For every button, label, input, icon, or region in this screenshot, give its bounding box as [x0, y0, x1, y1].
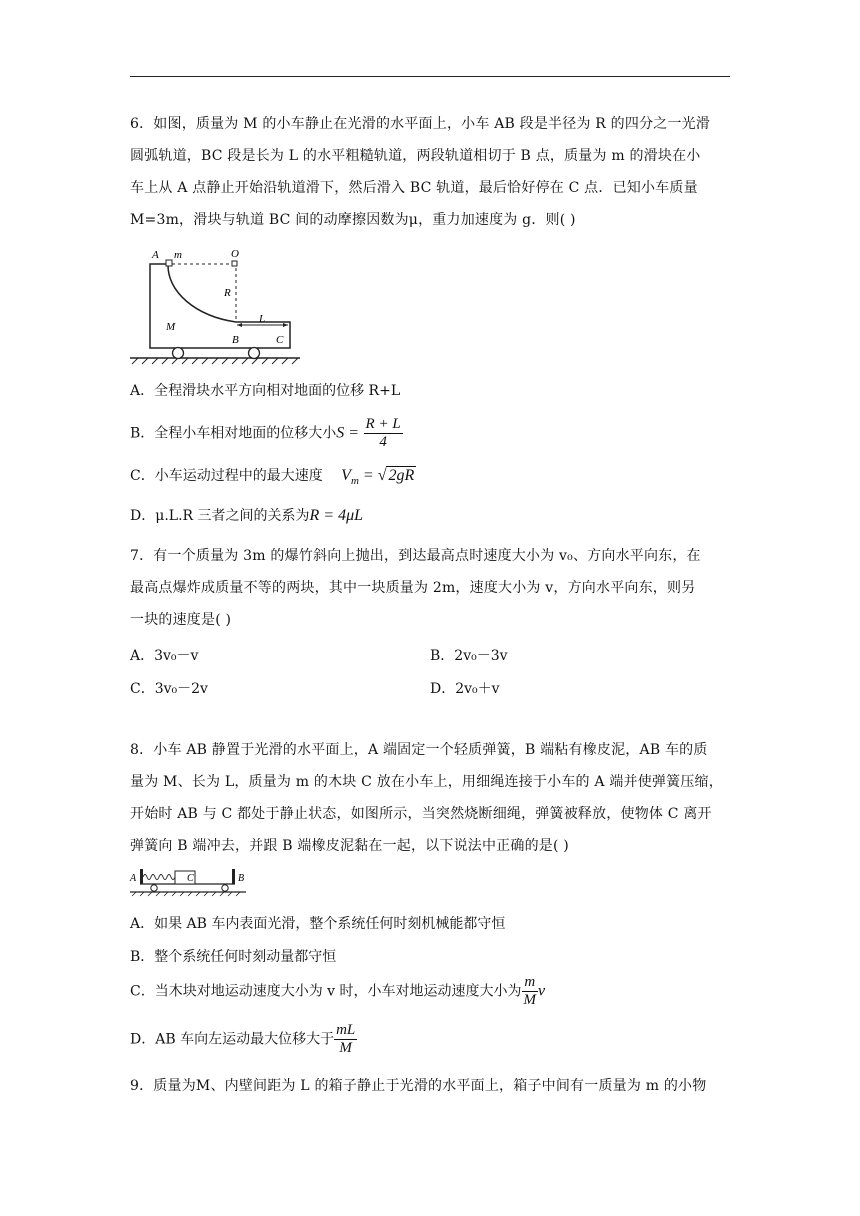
- q8-option-c: [130, 974, 545, 1009]
- q6-label-R: R: [224, 287, 231, 299]
- q7-line-3: 一块的速度是( ): [130, 612, 232, 628]
- q8-option-c-numerator: m: [522, 974, 539, 992]
- q8-cart-spring-figure: [128, 864, 248, 898]
- q8-line-3: 开始时 AB 与 C 都处于静止状态，如图所示，当突然烧断细绳，弹簧被释放，使物体 C 离开: [130, 806, 712, 822]
- q8-option-d-text: D．AB 车向左运动最大位移大于: [130, 1031, 335, 1048]
- q8-option-d-denominator: M: [339, 1040, 352, 1056]
- q6-label-L: L: [259, 313, 266, 325]
- q6-option-d-text: D．μ.L.R 三者之间的关系为: [130, 508, 310, 524]
- q8-label-A: A: [130, 873, 137, 884]
- q8-label-C: C: [187, 873, 194, 884]
- header-rule: [130, 76, 730, 77]
- q6-line-3: 车上从 A 点静止开始沿轨道滑下，然后滑入 BC 轨道，最后恰好停在 C 点．已知小车质量: [130, 180, 698, 196]
- q6-option-b-fraction: [364, 416, 403, 451]
- q6-line-2: 圆弧轨道，BC 段是长为 L 的水平粗糙轨道，两段轨道相切于 B 点，质量为 m 的滑块在小: [130, 148, 701, 164]
- q6-label-C: C: [276, 334, 284, 346]
- q6-option-d-expr: R = 4μL: [309, 507, 364, 524]
- q8-option-d: [130, 1022, 357, 1057]
- q6-option-c-sub: m: [350, 474, 359, 487]
- q6-option-c-lhs: V: [341, 467, 351, 484]
- q8-option-c-fraction: [522, 974, 539, 1009]
- q9-line-1: 9．质量为M、内壁间距为 L 的箱子静止于光滑的水平面上，箱子中间有一质量为 m 的小物: [130, 1078, 707, 1094]
- q6-label-B: B: [232, 334, 239, 346]
- q8-option-d-numerator: mL: [336, 1022, 356, 1038]
- q6-line-1: 6．如图，质量为 M 的小车静止在光滑的水平面上，小车 AB 段是半径为 R 的四分之一光滑: [130, 116, 711, 132]
- q8-line-4: 弹簧向 B 端冲去，并跟 B 端橡皮泥黏在一起，以下说法中正确的是( ): [130, 838, 569, 854]
- q7-line-2: 最高点爆炸成质量不等的两块，其中一块质量为 2m，速度大小为 v，方向水平向东，则另: [130, 580, 696, 596]
- q6-option-a: A．全程滑块水平方向相对地面的位移 R+L: [130, 383, 401, 399]
- q6-line-4: M=3m，滑块与轨道 BC 间的动摩擦因数为μ，重力加速度为 g．则( ): [130, 212, 576, 228]
- q8-option-b: B．整个系统任何时刻动量都守恒: [130, 949, 337, 965]
- q6-option-c-eq: =: [358, 467, 378, 484]
- q6-option-b-lhs: S =: [336, 424, 360, 442]
- q6-option-b-denominator: 4: [379, 434, 387, 450]
- q6-cart-figure: [128, 242, 303, 368]
- q6-option-b-numerator: R + L: [365, 416, 401, 432]
- q7-option-b: B．2v₀－3v: [430, 648, 508, 664]
- q7-line-1: 7．有一个质量为 3m 的爆竹斜向上抛出，到达最高点时速度大小为 v₀、方向水平向东，在: [130, 548, 701, 564]
- question-8-stem: [130, 734, 730, 862]
- q6-option-c: C．小车运动过程中的最大速度 $V_m$ = √ 2gR: [130, 467, 415, 487]
- q6-label-A: A: [152, 249, 159, 261]
- q6-option-c-radicand: 2gR: [388, 467, 415, 484]
- q8-option-a: A．如果 AB 车内表面光滑，整个系统任何时刻机械能都守恒: [130, 916, 506, 932]
- question-9-stem: [130, 1070, 730, 1102]
- q6-option-c-text: C．小车运动过程中的最大速度: [130, 468, 323, 484]
- q8-label-B: B: [238, 873, 245, 884]
- q7-option-c: C．3v₀－2v: [130, 681, 208, 697]
- q6-label-M: M: [166, 321, 176, 333]
- q8-option-c-suffix: v: [538, 982, 546, 1000]
- question-7-stem: [130, 540, 730, 636]
- question-6-stem: [130, 108, 730, 236]
- q8-option-c-text: C．当木块对地运动速度大小为 v 时，小车对地运动速度大小为: [130, 983, 522, 1000]
- q8-option-d-fraction: [334, 1022, 357, 1057]
- q8-line-1: 8．小车 AB 静置于光滑的水平面上，A 端固定一个轻质弹簧，B 端粘有橡皮泥，AB 车的质: [130, 742, 708, 758]
- q6-label-O: O: [231, 248, 239, 260]
- q6-option-d: [130, 505, 363, 525]
- q8-line-2: 量为 M、长为 L，质量为 m 的木块 C 放在小车上，用细绳连接于小车的 A 端并使弹簧压缩，: [130, 774, 723, 790]
- q8-option-c-denominator: M: [523, 992, 537, 1008]
- q7-option-d: D．2v₀＋v: [430, 681, 500, 697]
- q7-option-a: A．3v₀－v: [130, 648, 199, 664]
- q6-label-m: m: [174, 249, 182, 261]
- q6-option-b-text: B．全程小车相对地面的位移大小: [130, 425, 337, 442]
- q6-option-b: [130, 416, 403, 451]
